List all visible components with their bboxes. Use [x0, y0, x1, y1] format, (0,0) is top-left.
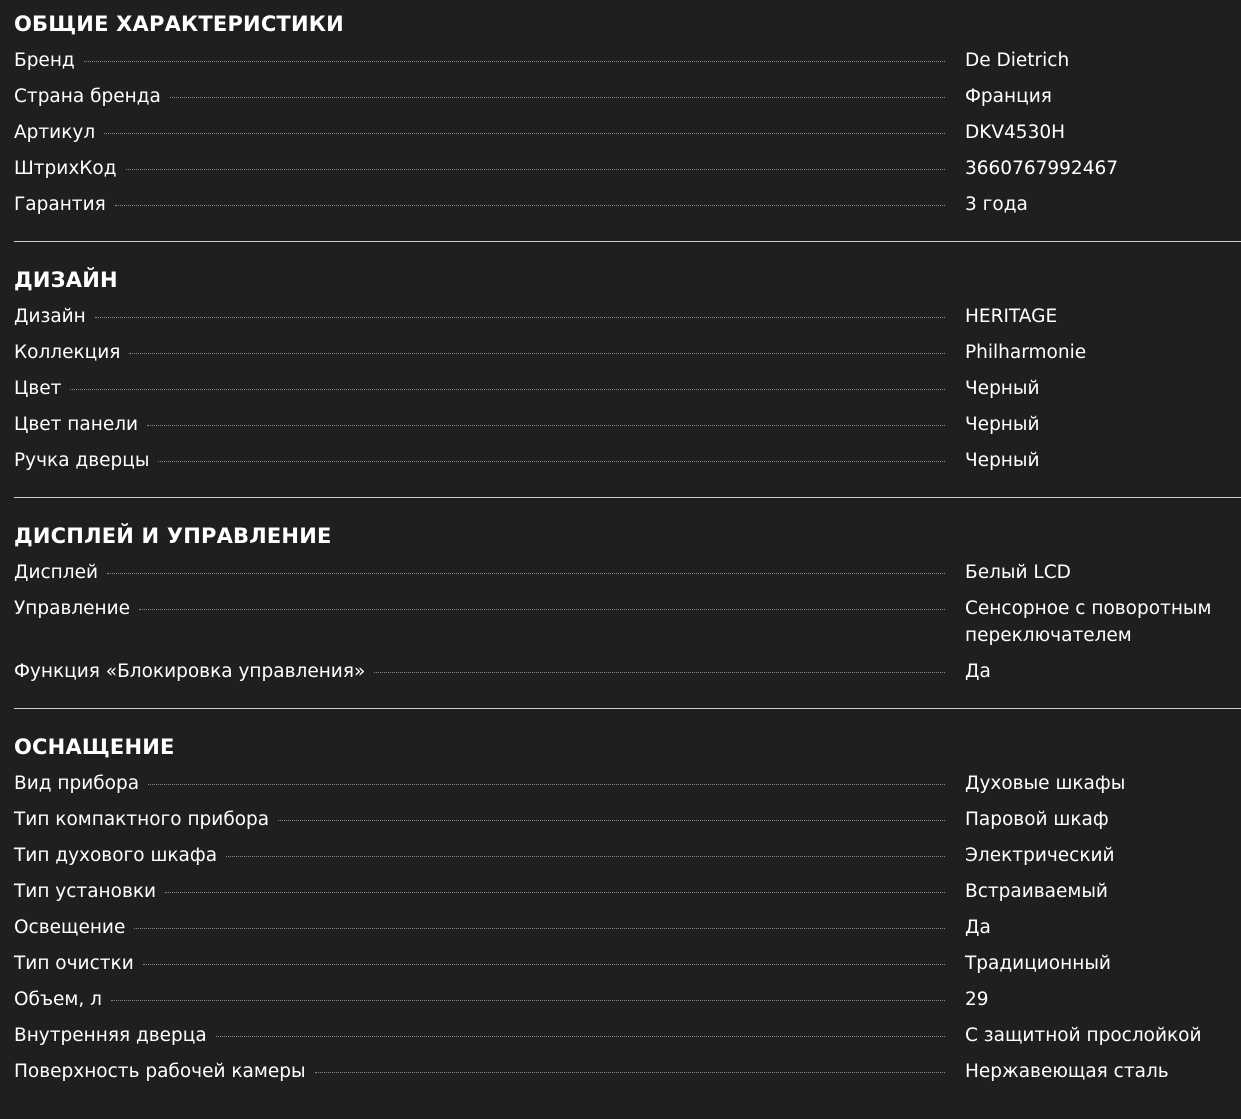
spec-row — [14, 806, 1241, 842]
section-equipment — [14, 709, 1241, 1094]
spec-list — [14, 559, 1241, 708]
spec-label: Артикул — [14, 122, 96, 143]
spec-list — [14, 47, 1241, 241]
spec-list — [14, 303, 1241, 497]
section-general — [14, 0, 1241, 242]
spec-label: Объем, л — [14, 989, 102, 1010]
spec-value: Духовые шкафы — [965, 773, 1126, 794]
spec-row — [14, 986, 1241, 1022]
spec-label: Тип очистки — [14, 953, 134, 974]
spec-row — [14, 595, 1241, 658]
spec-row — [14, 770, 1241, 806]
section-title: ДИЗАЙН — [14, 268, 118, 292]
spec-label: ШтрихКод — [14, 158, 117, 179]
spec-label: Бренд — [14, 50, 75, 71]
dot-leader — [278, 806, 945, 821]
spec-row — [14, 559, 1241, 595]
spec-value: Черный — [965, 450, 1040, 471]
spec-value: Да — [965, 917, 991, 938]
spec-label: Управление — [14, 598, 131, 619]
dot-leader — [170, 83, 945, 98]
spec-row — [14, 339, 1241, 375]
spec-row — [14, 842, 1241, 878]
spec-value: De Dietrich — [965, 50, 1070, 71]
spec-row — [14, 914, 1241, 950]
section-title: ДИСПЛЕЙ И УПРАВЛЕНИЕ — [14, 524, 332, 548]
spec-value: Встраиваемый — [965, 881, 1108, 902]
spec-row — [14, 447, 1241, 483]
spec-row — [14, 155, 1241, 191]
dot-leader — [129, 339, 945, 354]
dot-leader — [374, 658, 945, 673]
dot-leader — [315, 1058, 945, 1073]
spec-row — [14, 303, 1241, 339]
spec-value: 3 года — [965, 194, 1028, 215]
dot-leader — [226, 842, 945, 857]
spec-label: Тип установки — [14, 881, 157, 902]
dot-leader — [111, 986, 945, 1001]
section-design — [14, 242, 1241, 498]
spec-row — [14, 119, 1241, 155]
spec-label: Тип духового шкафа — [14, 845, 218, 866]
spec-value: Электрический — [965, 845, 1115, 866]
spec-label: Тип компактного прибора — [14, 809, 270, 830]
spec-label: Поверхность рабочей камеры — [14, 1061, 306, 1082]
spec-value: Сенсорное с поворотным переключателем — [965, 598, 1212, 646]
spec-value: DKV4530H — [965, 122, 1066, 143]
spec-label: Освещение — [14, 917, 126, 938]
spec-list — [14, 770, 1241, 1094]
spec-value: 3660767992467 — [965, 158, 1119, 179]
spec-value: Нержавеющая сталь — [965, 1061, 1169, 1082]
spec-label: Ручка дверцы — [14, 450, 150, 471]
dot-leader — [158, 447, 945, 462]
spec-row — [14, 1058, 1241, 1094]
spec-value: Франция — [965, 86, 1052, 107]
spec-row — [14, 1022, 1241, 1058]
spec-label: Дисплей — [14, 562, 98, 583]
spec-row — [14, 950, 1241, 986]
spec-value: Да — [965, 661, 991, 682]
dot-leader — [216, 1022, 945, 1037]
section-title: ОСНАЩЕНИЕ — [14, 735, 175, 759]
spec-value: Philharmonie — [965, 342, 1087, 363]
dot-leader — [104, 119, 945, 134]
spec-label: Страна бренда — [14, 86, 161, 107]
spec-value: Традиционный — [965, 953, 1111, 974]
dot-leader — [115, 191, 945, 206]
spec-row — [14, 83, 1241, 119]
spec-label: Гарантия — [14, 194, 106, 215]
dot-leader — [165, 878, 945, 893]
dot-leader — [139, 595, 945, 610]
spec-label: Цвет панели — [14, 414, 139, 435]
dot-leader — [84, 47, 945, 62]
spec-row — [14, 658, 1241, 694]
spec-label: Цвет — [14, 378, 62, 399]
spec-value: 29 — [965, 989, 989, 1010]
dot-leader — [134, 914, 945, 929]
dot-leader — [126, 155, 945, 170]
dot-leader — [147, 411, 945, 426]
spec-label: Внутренняя дверца — [14, 1025, 207, 1046]
spec-row — [14, 411, 1241, 447]
spec-label: Коллекция — [14, 342, 121, 363]
spec-label: Функция «Блокировка управления» — [14, 661, 366, 682]
spec-value: Черный — [965, 414, 1040, 435]
dot-leader — [148, 770, 945, 785]
spec-value: HERITAGE — [965, 306, 1058, 327]
spec-row — [14, 878, 1241, 914]
dot-leader — [107, 559, 945, 574]
spec-label: Дизайн — [14, 306, 86, 327]
section-display-control — [14, 498, 1241, 709]
section-title: ОБЩИЕ ХАРАКТЕРИСТИКИ — [14, 12, 344, 36]
spec-row — [14, 375, 1241, 411]
dot-leader — [143, 950, 945, 965]
dot-leader — [70, 375, 945, 390]
dot-leader — [95, 303, 945, 318]
spec-label: Вид прибора — [14, 773, 140, 794]
spec-value: С защитной прослойкой — [965, 1025, 1202, 1046]
spec-value: Черный — [965, 378, 1040, 399]
spec-value: Паровой шкаф — [965, 809, 1109, 830]
spec-row — [14, 191, 1241, 227]
spec-row — [14, 47, 1241, 83]
spec-value: Белый LCD — [965, 562, 1071, 583]
